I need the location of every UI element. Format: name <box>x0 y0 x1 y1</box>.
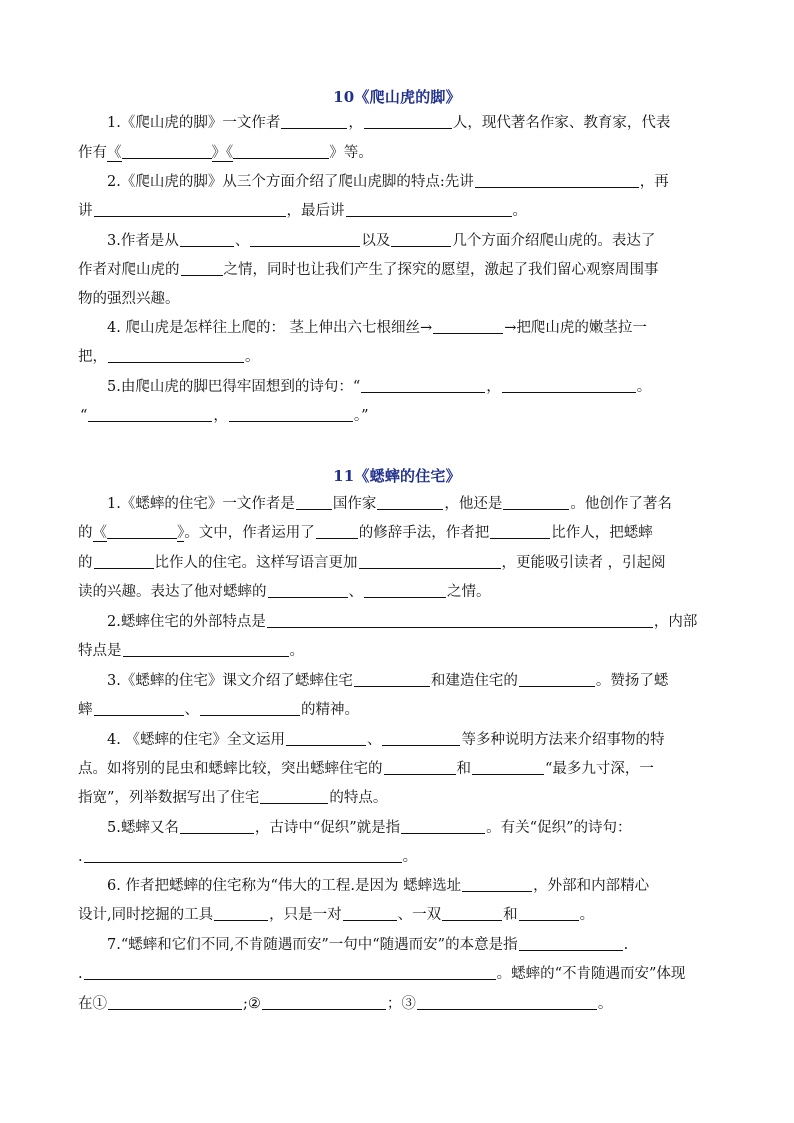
text: 1.《蟋蟀的住宅》一文作者是 <box>107 496 295 512</box>
text: 4. 《蟋蟀的住宅》全文运用 <box>107 732 285 748</box>
text: 》等。 <box>329 145 373 161</box>
text: 设计,同时挖掘的工具 <box>78 907 214 923</box>
blank[interactable] <box>268 583 348 598</box>
text: . <box>78 849 83 865</box>
text: ，再 <box>639 174 669 190</box>
s1-q1-line2 <box>78 143 373 163</box>
text: 、一双 <box>397 907 442 923</box>
text: 人，现代著名作家、教育家，代表 <box>452 115 671 131</box>
text: ， <box>486 379 501 395</box>
text: ，他还是 <box>444 496 503 512</box>
blank[interactable] <box>267 613 653 628</box>
text: 。 <box>597 996 613 1012</box>
blank[interactable] <box>233 144 329 159</box>
blank[interactable] <box>260 789 328 804</box>
blank[interactable] <box>364 114 452 129</box>
blank[interactable] <box>382 731 460 746</box>
text: 、 <box>184 702 199 718</box>
s2-q2-line2 <box>78 641 304 661</box>
text: 作有 <box>78 145 107 161</box>
text: 》 <box>177 525 185 541</box>
blank[interactable] <box>200 701 300 716</box>
s2-q4-line1 <box>107 730 664 750</box>
text: 指宽”，列举数据写出了住宅 <box>78 790 260 806</box>
text: →把爬山虎的嫩茎拉一 <box>504 320 647 336</box>
blank[interactable] <box>214 906 268 921</box>
text: 5.由爬山虎的脚巴得牢固想到的诗句：“ <box>107 379 361 395</box>
blank[interactable] <box>94 554 154 569</box>
text: 讲 <box>78 203 93 219</box>
blank[interactable] <box>250 232 360 247</box>
text: 的特点。 <box>329 790 388 806</box>
blank[interactable] <box>354 672 430 687</box>
blank[interactable] <box>462 877 532 892</box>
text: ，更能吸引读者 ，引起阅 <box>501 555 666 571</box>
blank[interactable] <box>519 906 579 921</box>
text: 2.《爬山虎的脚》从三个方面介绍了爬山虎脚的特点:先讲 <box>107 174 474 190</box>
blank[interactable] <box>108 348 244 363</box>
blank[interactable] <box>384 760 456 775</box>
blank[interactable] <box>391 232 451 247</box>
text: 的 <box>78 555 93 571</box>
text: 3.《蟋蟀的住宅》课文介绍了蟋蟀住宅 <box>107 673 353 689</box>
blank[interactable] <box>180 819 254 834</box>
text: 。 <box>579 907 595 923</box>
blank[interactable] <box>433 319 503 334</box>
text: 和建造住宅的 <box>430 673 518 689</box>
text: 2.蟋蟀住宅的外部特点是 <box>107 614 266 630</box>
blank[interactable] <box>108 995 242 1010</box>
blank[interactable] <box>472 760 544 775</box>
text: 在① <box>78 996 107 1012</box>
text: 和 <box>456 761 471 777</box>
text: ;② <box>243 996 261 1012</box>
blank[interactable] <box>316 524 358 539</box>
text: 》《 <box>211 145 234 161</box>
text: 国作家 <box>332 496 377 512</box>
s1-q1-line1 <box>107 113 670 133</box>
s2-q1-line4 <box>78 582 491 602</box>
text: . <box>623 937 629 953</box>
text: ，只是一对 <box>269 907 342 923</box>
s2-q7-line1 <box>107 935 628 955</box>
blank[interactable] <box>88 407 212 422</box>
text: 、 <box>366 732 382 748</box>
blank[interactable] <box>519 936 623 951</box>
text: 。赞扬了蟋 <box>595 673 669 689</box>
text: 之情，同时也让我们产生了探究的愿望，激起了我们留心观察周围事 <box>223 262 659 278</box>
blank[interactable] <box>296 495 332 510</box>
text: 的修辞手法，作者把 <box>358 525 490 541</box>
text: ， <box>348 115 363 131</box>
text: ；③ <box>386 996 416 1012</box>
text: 1.《爬山虎的脚》一文作者 <box>107 115 281 131</box>
text: 的 <box>78 525 93 541</box>
text: 。蟋蟀的“不肯随遇而安”体现 <box>496 966 686 982</box>
text: 比作人，把蟋蟀 <box>551 525 653 541</box>
s1-q5-line1 <box>107 377 651 397</box>
s2-q6-line2 <box>78 905 594 925</box>
blank[interactable] <box>94 202 286 217</box>
text: . <box>78 966 83 982</box>
blank[interactable] <box>442 906 502 921</box>
blank[interactable] <box>475 173 639 188</box>
s1-q4-line1 <box>107 318 647 338</box>
s2-q2-line1 <box>107 612 697 632</box>
blank[interactable] <box>343 906 397 921</box>
blank[interactable] <box>84 848 402 863</box>
blank[interactable] <box>84 965 496 980</box>
text: 。文中，作者运用了 <box>184 525 315 541</box>
text: 、 <box>348 584 363 600</box>
blank[interactable] <box>502 378 636 393</box>
text: 比作人的住宅。这样写语言更加 <box>154 555 358 571</box>
s2-q6-line1 <box>107 876 649 896</box>
text: 3.作者是从 <box>107 233 179 249</box>
s2-q3-line2 <box>78 700 359 720</box>
blank[interactable] <box>107 524 177 539</box>
blank[interactable] <box>377 495 443 510</box>
blank[interactable] <box>346 202 512 217</box>
text: 。 <box>402 849 418 865</box>
s2-q1-line3 <box>78 553 666 573</box>
text: 5.蟋蟀又名 <box>107 820 179 836</box>
text: ，古诗中“促织”就是指 <box>254 820 401 836</box>
blank[interactable] <box>361 378 485 393</box>
s2-q5-line1 <box>107 818 632 838</box>
s1-q3-line1 <box>107 231 655 251</box>
s1-q3-line3: 物的强烈兴趣。 <box>78 291 180 307</box>
text: ，外部和内部精心 <box>533 878 650 894</box>
blank[interactable] <box>503 495 569 510</box>
s2-q4-line2 <box>78 759 654 779</box>
text: ，最后讲 <box>286 203 345 219</box>
text: 6. 作者把蟋蟀的住宅称为“伟大的工程.是因为 蟋蟀选址 <box>107 878 462 894</box>
s1-q2-line1 <box>107 172 669 192</box>
s1-q4-line2 <box>78 347 260 367</box>
text: 几个方面介绍爬山虎的。表达了 <box>452 233 656 249</box>
s2-q5-line2 <box>78 847 417 867</box>
text: “ <box>80 408 88 424</box>
text: 。 <box>636 379 652 395</box>
text: 作者对爬山虎的 <box>78 262 180 278</box>
blank[interactable] <box>180 232 234 247</box>
text: 、 <box>234 233 250 249</box>
blank[interactable] <box>490 524 550 539</box>
text: 和 <box>503 907 518 923</box>
blank[interactable] <box>286 731 366 746</box>
blank[interactable] <box>229 407 353 422</box>
text: 特点是 <box>78 643 122 659</box>
s2-q1-line2 <box>78 523 653 543</box>
text: 。” <box>353 408 369 424</box>
blank[interactable] <box>364 583 446 598</box>
blank[interactable] <box>281 114 347 129</box>
text: 《 <box>92 525 107 541</box>
text: 之情。 <box>447 584 491 600</box>
text: 7.“蟋蟀和它们不同,不肯随遇而安”一句中“随遇而安”的本意是指 <box>107 937 518 953</box>
s1-q3-line2 <box>78 260 659 280</box>
text: 4. 爬山虎是怎样往上爬的： 茎上伸出六七根细丝→ <box>107 320 433 336</box>
text: 。 <box>245 349 260 365</box>
blank[interactable] <box>122 144 212 159</box>
blank[interactable] <box>262 995 386 1010</box>
text: 读的兴趣。表达了他对蟋蟀的 <box>78 584 267 600</box>
text: 的精神。 <box>301 702 359 718</box>
s2-q3-line1 <box>107 671 668 691</box>
section-title-10: 10《爬山虎的脚》 <box>333 88 461 106</box>
text: 。 <box>512 203 527 219</box>
section-title-11: 11《蟋蟀的住宅》 <box>333 467 461 485</box>
text: 点。如将别的昆虫和蟋蟀比较，突出蟋蟀住宅的 <box>78 761 383 777</box>
blank[interactable] <box>417 995 597 1010</box>
blank[interactable] <box>181 261 223 276</box>
blank[interactable] <box>359 554 501 569</box>
text: 蟀 <box>78 702 93 718</box>
text: 。有关“促织”的诗句： <box>486 820 632 836</box>
text: 把， <box>78 349 107 365</box>
text: 。 <box>289 643 304 659</box>
text: 以及 <box>361 233 391 249</box>
s1-q2-line2 <box>78 201 527 221</box>
blank[interactable] <box>94 701 184 716</box>
text: ，内部 <box>653 614 698 630</box>
s2-q4-line3 <box>78 788 387 808</box>
blank[interactable] <box>123 642 289 657</box>
s2-q1-line1 <box>107 494 672 514</box>
text: 。他创作了著名 <box>570 496 672 512</box>
blank[interactable] <box>519 672 595 687</box>
text: ， <box>213 408 228 424</box>
text: “最多九寸深，一 <box>545 761 654 777</box>
s2-q7-line2 <box>78 964 685 984</box>
s2-q7-line3 <box>78 994 612 1014</box>
blank[interactable] <box>401 819 485 834</box>
text: 《 <box>107 145 122 161</box>
s1-q5-line2 <box>80 406 369 426</box>
text: 等多种说明方法来介绍事物的特 <box>461 732 665 748</box>
